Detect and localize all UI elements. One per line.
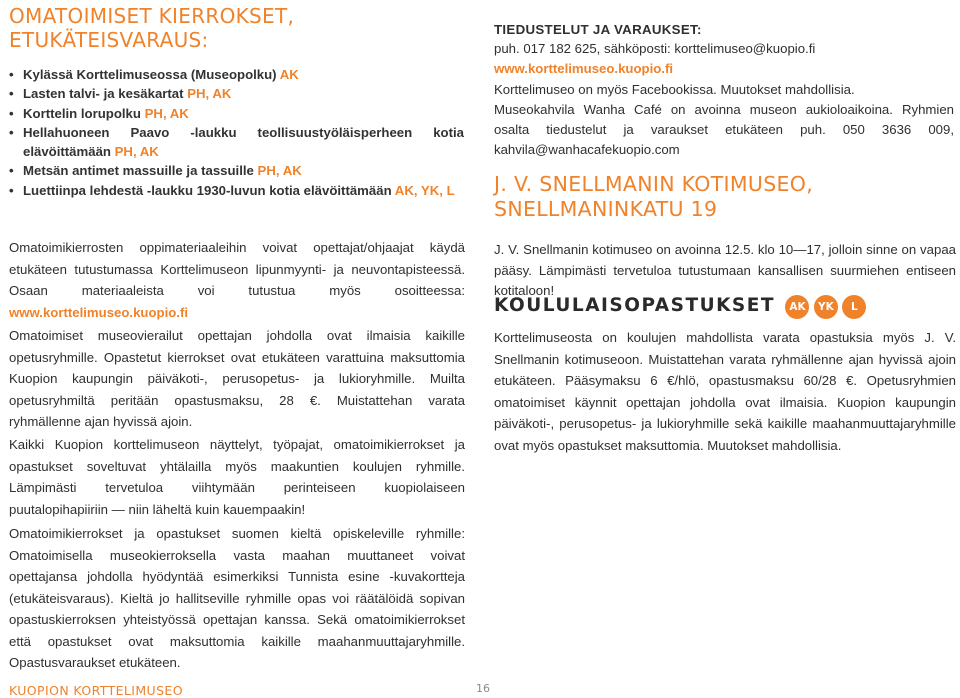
- tour-list: [9, 65, 464, 200]
- contact-block: [494, 20, 954, 161]
- audience-tag: PH, AK: [187, 86, 232, 102]
- badge-ak: AK: [785, 295, 809, 319]
- material-paragraph: Omatoimikierrosten oppimateriaaleihin voivat opettajat/ohjaajat käydä etukäteen tutustumassa Korttelimuseon lipunmyynti- ja neuvontapisteessä. Osaan materiaaleista voi tutustua myös osoitteessa: www.korttelimuseo.kuopio.fi: [9, 240, 465, 320]
- website-link[interactable]: www.korttelimuseo.kuopio.fi: [9, 304, 189, 320]
- facebook-note: Korttelimuseo on myös Facebookissa. Muutokset mahdollisia.: [494, 81, 855, 97]
- audience-tag: PH, AK: [144, 105, 189, 121]
- list-item: • Hellahuoneen Paavo -laukku teollisuustyöläisperheen kotia elävöittämään PH, AK: [9, 123, 464, 162]
- footer-museum-name: KUOPION KORTTELIMUSEO: [9, 683, 183, 698]
- school-tours-paragraph: Korttelimuseosta on koulujen mahdollista varata opastuksia myös J. V. Snellmanin kotimuseoon. Muistattehan varata ryhmällenne ajan hyvissä ajoin etukäteen. Pääsymaksu 6 €/hlö, opastusmaksu 60/28 €. Opetusryhmien omatoimiset käynnit opettajan johdolla ovat ilmaisia. Kuopion kaupungin päiväkoti-, perusopetus- ja lukioryhmille sekä kaikille maahanmuuttajaryhmille ovat myös opastukset maksuttomia. Muutokset mahdollisia.: [494, 330, 956, 453]
- badge-l: L: [842, 295, 866, 319]
- audience-tag: PH, AK: [257, 163, 302, 179]
- list-item: • Metsän antimet massuille ja tassuille PH, AK: [9, 161, 464, 180]
- snellman-title-line1: J. V. SNELLMANIN KOTIMUSEO,: [494, 172, 814, 196]
- list-item: • Kylässä Korttelimuseossa (Museopolku) AK: [9, 65, 464, 84]
- regional-paragraph: Kaikki Kuopion korttelimuseon näyttelyt, työpajat, omatoimikierrokset ja opastukset soveltuvat yhtälailla myös maakuntien koulujen ryhmille. Lämpimästi tervetuloa viihtymään perinteiseen kuopiolaiseen puutalopihapiiriin — niin läheltä kuin kauempaakin!: [9, 437, 465, 517]
- audience-tag: AK: [279, 67, 299, 82]
- page-number: 16: [476, 682, 490, 695]
- audience-tag: PH, AK: [114, 144, 159, 160]
- contact-heading: TIEDUSTELUT JA VARAUKSET:: [494, 22, 702, 37]
- left-title-line1: OMATOIMISET KIERROKSET,: [9, 4, 295, 28]
- audience-tag: AK, YK, L: [394, 182, 455, 198]
- contact-website-link[interactable]: www.korttelimuseo.kuopio.fi: [494, 61, 674, 77]
- list-item: • Lasten talvi- ja kesäkartat PH, AK: [9, 84, 464, 103]
- snellman-title-line2: SNELLMANINKATU 19: [494, 197, 718, 221]
- badge-yk: YK: [814, 295, 838, 319]
- school-tours-heading: KOULULAISOPASTUKSET: [494, 295, 776, 317]
- list-item: • Korttelin lorupolku PH, AK: [9, 104, 464, 123]
- contact-phone-email: puh. 017 182 625, sähköposti: korttelimuseo@kuopio.fi: [494, 41, 816, 56]
- left-title-line2: ETUKÄTEISVARAUS:: [9, 28, 209, 52]
- left-title: [9, 4, 294, 52]
- snellman-paragraph: J. V. Snellmanin kotimuseo on avoinna 12.5. klo 10—17, jolloin sinne on vapaa pääsy. Lämpimästi tervetuloa tutustumaan kansallisen suurmiehen entiseen kotitaloon!: [494, 242, 956, 298]
- school-tours-heading-row: [494, 295, 866, 319]
- snellman-title: [494, 172, 813, 222]
- language-groups-paragraph: Omatoimikierrokset ja opastukset suomen kieltä opiskeleville ryhmille: Omatoimisella museokierroksella vasta maahan muuttaneet voivat opettajansa johdolla hyödyntää esimerkiksi Tunnista esine -kuvakortteja (etukäteisvaraus). Kieltä jo hallitseville ryhmille opas voi räätälöidä sopivan opastuskierroksen yhteistyössä opettajan kanssa. Sekä omatoimikierrokset että opastukset ovat maksuttomia kaikille maahanmuuttajaryhmille. Opastusvaraukset etukäteen.: [9, 526, 465, 670]
- cafe-paragraph: Museokahvila Wanha Café on avoinna museon aukioloaikoina. Ryhmien osalta tiedustelut ja varaukset etukäteen puh. 050 3636 009, kahvila@wanhacafekuopio.com: [494, 101, 954, 158]
- pricing-paragraph: Omatoimiset museovierailut opettajan johdolla ovat ilmaisia kaikille opetusryhmille. Opastetut kierrokset ovat etukäteen varattuina maksuttomia Kuopion kaupungin päiväkoti-, perusopetus- ja lukioryhmille. Muilta opetusryhmiltä peritään opastusmaksu, 28 €. Muistattehan varata ryhmällenne ajan hyvissä ajoin.: [9, 328, 465, 429]
- list-item: • Luettiinpa lehdestä -laukku 1930-luvun kotia elävöittämään AK, YK, L: [9, 181, 464, 200]
